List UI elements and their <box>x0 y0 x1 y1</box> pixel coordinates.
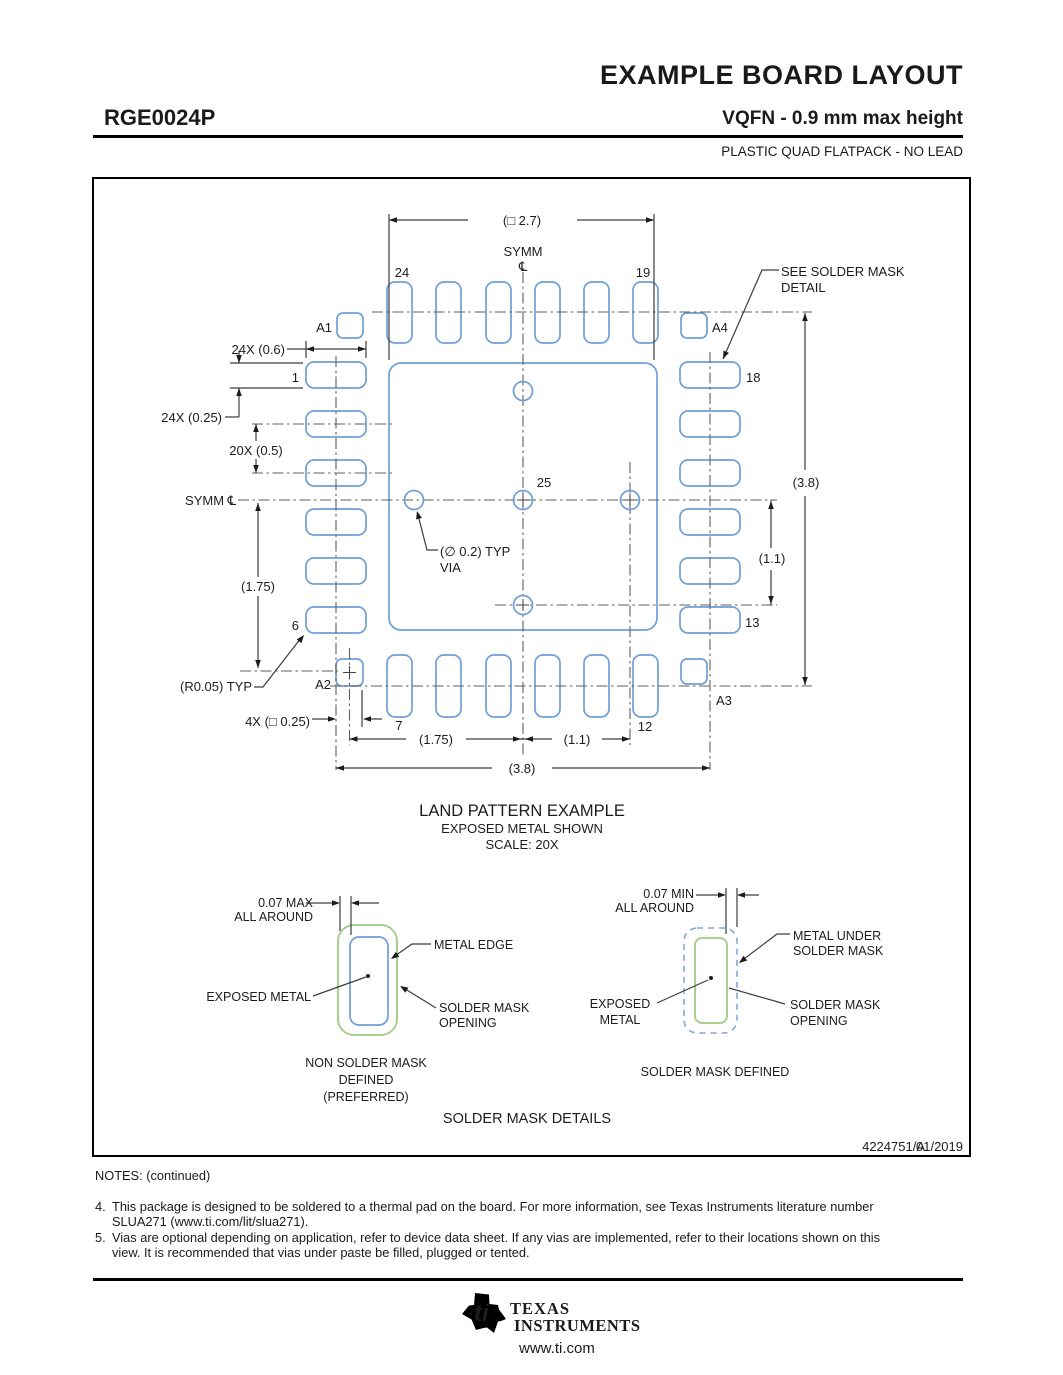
corner-pad-a3 <box>681 659 707 684</box>
dim-pad-width-label: 24X (0.6) <box>231 342 285 357</box>
via-note-line2: VIA <box>440 560 461 575</box>
symm-left-label: SYMM ℄ <box>185 493 236 508</box>
package-type: PLASTIC QUAD FLATPACK - NO LEAD <box>721 144 963 159</box>
package-code: RGE0024P <box>104 105 216 130</box>
smd-metal-under-line2: SOLDER MASK <box>793 944 884 958</box>
radius-note-label: (R0.05) TYP <box>179 679 252 694</box>
nsmd-detail-lines <box>306 896 436 1008</box>
nsmd-caption-line1: NON SOLDER MASK <box>305 1056 427 1070</box>
nsmd-metal-edge-label: METAL EDGE <box>434 938 514 952</box>
pin-7-label: 7 <box>395 718 403 733</box>
corner-pad-a4 <box>681 313 707 338</box>
nsmd-exposed-metal-label: EXPOSED METAL <box>206 990 311 1004</box>
diagram-caption-sub1: EXPOSED METAL SHOWN <box>441 821 603 836</box>
smd-exposed-metal-dot <box>709 976 713 980</box>
symm-top-label: SYMM <box>503 244 543 259</box>
page-title: EXAMPLE BOARD LAYOUT <box>599 60 963 90</box>
dim-top-label: (□ 2.7) <box>502 213 542 228</box>
note-5 <box>95 1230 903 1261</box>
pin-6-label: 6 <box>291 618 299 633</box>
thermal-vias <box>343 382 640 680</box>
dim-left-175-label: (1.75) <box>241 579 275 594</box>
pin-18-label: 18 <box>746 370 761 385</box>
dim-bottom-175-label: (1.75) <box>419 732 453 747</box>
via-cross-marks <box>343 494 636 679</box>
brand-name-line2: INSTRUMENTS <box>514 1316 641 1335</box>
nsmd-caption-line3: (PREFERRED) <box>323 1090 409 1104</box>
nsmd-detail <box>206 896 530 1104</box>
dim-pitch-label: 20X (0.5) <box>229 443 283 458</box>
doc-number: 4224751/A <box>862 1139 925 1154</box>
note-4-text: This package is designed to be soldered to a thermal pad on the board. For more information, see Texas Instruments literature number SLUA271 (www.ti.com/lit/slua271). <box>112 1198 874 1229</box>
corner-dim-label: 4X (□ 0.25) <box>245 714 310 729</box>
smd-detail <box>590 887 884 1079</box>
see-mask-line2: DETAIL <box>781 280 826 295</box>
brand-name-line1: TEXAS <box>510 1299 571 1318</box>
note-4 <box>95 1199 903 1230</box>
corner-pad-a1 <box>337 313 363 338</box>
doc-date: 01/2019 <box>916 1139 963 1154</box>
pin-19-label: 19 <box>635 265 651 280</box>
smd-mask-opening-line2: OPENING <box>790 1014 848 1028</box>
nsmd-mask-opening-line1: SOLDER MASK <box>439 1001 530 1015</box>
smd-dim-line1: 0.07 MIN <box>643 887 694 901</box>
footer-url[interactable]: www.ti.com <box>519 1340 595 1357</box>
footer-rule <box>93 1278 963 1281</box>
details-title: SOLDER MASK DETAILS <box>442 1111 612 1127</box>
smd-exposed-line1: EXPOSED <box>589 997 651 1011</box>
dimension-lines <box>225 214 805 768</box>
nsmd-caption-line2: DEFINED <box>338 1073 394 1087</box>
smd-caption: SOLDER MASK DEFINED <box>640 1065 790 1079</box>
dim-right-height-label: (3.8) <box>792 475 820 490</box>
note-5-number: 5. <box>95 1229 106 1245</box>
nsmd-dim-line2: ALL AROUND <box>234 910 313 924</box>
pin-13-label: 13 <box>745 615 760 630</box>
smd-metal-under-mask-shape <box>684 928 737 1033</box>
pin-25-label: 25 <box>536 475 552 490</box>
diagram-caption-sub2: SCALE: 20X <box>485 837 559 852</box>
nsmd-exposed-metal-dot <box>366 974 370 978</box>
smd-dim-line2: ALL AROUND <box>615 901 694 915</box>
corner-a1-label: A1 <box>316 320 332 335</box>
pin-1-label: 1 <box>291 370 299 385</box>
smd-exposed-line2: METAL <box>599 1013 641 1027</box>
dim-via-bottom-label: (1.1) <box>563 732 591 747</box>
centerline-symbol-top: ℄ <box>518 259 528 274</box>
via-note-line1: (∅ 0.2) TYP <box>440 544 511 559</box>
package-subtitle: VQFN - 0.9 mm max height <box>722 108 963 129</box>
corner-a4-label: A4 <box>712 320 728 335</box>
smd-metal-under-line1: METAL UNDER <box>793 929 882 943</box>
nsmd-mask-opening-line2: OPENING <box>439 1016 497 1030</box>
dim-pad-height-label: 24X (0.25) <box>161 410 222 425</box>
pin-12-label: 12 <box>637 719 653 734</box>
dim-via-right-label: (1.1) <box>758 551 786 566</box>
ti-logo-letters: ti <box>474 1300 489 1327</box>
see-mask-line1: SEE SOLDER MASK <box>781 264 905 279</box>
nsmd-dim-line1: 0.07 MAX <box>258 896 313 910</box>
dim-bottom-width-label: (3.8) <box>508 761 536 776</box>
smd-mask-opening-line1: SOLDER MASK <box>790 998 881 1012</box>
diagram-caption-title: LAND PATTERN EXAMPLE <box>419 802 625 820</box>
pin-24-label: 24 <box>394 265 410 280</box>
smd-mask-opening-shape <box>695 938 727 1023</box>
notes-section <box>95 1168 903 1261</box>
note-4-number: 4. <box>95 1198 106 1214</box>
corner-a3-label: A3 <box>716 693 732 708</box>
ti-logo-icon <box>462 1292 506 1334</box>
corner-a2-label: A2 <box>315 677 331 692</box>
notes-heading: NOTES: (continued) <box>95 1168 211 1183</box>
note-5-text: Vias are optional depending on application, refer to device data sheet. If any vias are implemented, refer to their locations shown on this view. It is recommended that vias under paste be filled, plugged or tented. <box>112 1229 881 1260</box>
